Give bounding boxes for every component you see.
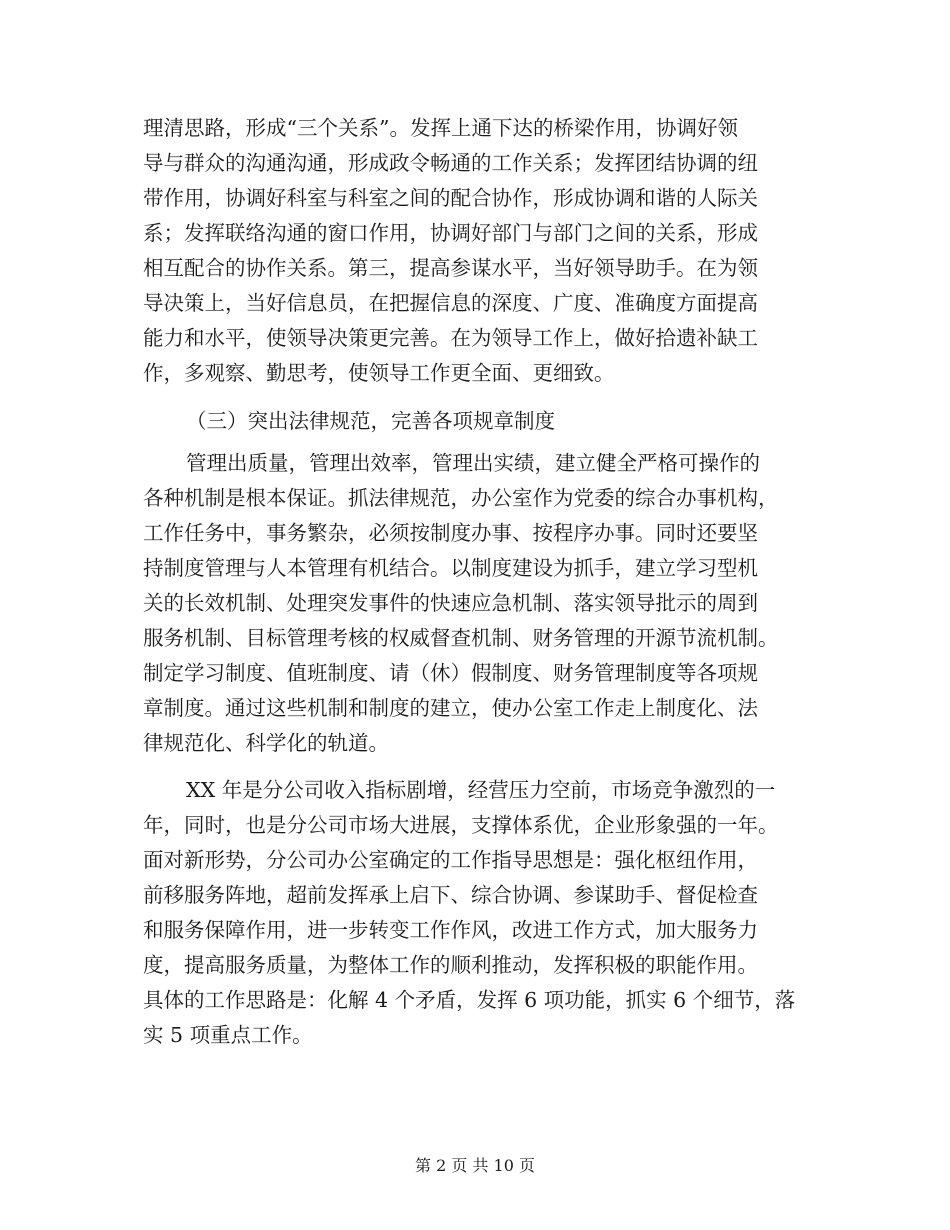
text-line: 导决策上，当好信息员，在把握信息的深度、广度、准确度方面提高 [143,291,758,315]
text-line: 持制度管理与人本管理有机结合。以制度建设为抓手，建立学习型机 [143,556,758,580]
text-line: 制定学习制度、值班制度、请（休）假制度、财务管理制度等各项规 [143,661,758,685]
text-line: 年，同时，也是分公司市场大进展，支撑体系优，企业形象强的一年。 [143,813,779,837]
text-line: XX 年是分公司收入指标剧增，经营压力空前，市场竞争激烈的一 [186,778,776,802]
section-heading: （三）突出法律规范，完善各项规章制度 [186,409,555,433]
text-line: 律规范化、科学化的轨道。 [143,731,389,755]
text-line: 关的长效机制、处理突发事件的快速应急机制、落实领导批示的周到 [143,591,758,615]
text-line: 各种机制是根本保证。抓法律规范，办公室作为党委的综合办事机构， [143,486,779,510]
text-line: 管理出质量，管理出效率，管理出实绩，建立健全严格可操作的 [186,451,760,475]
text-line: 度，提高服务质量，为整体工作的顺利推动，发挥积极的职能作用。 [143,953,758,977]
text-line: 和服务保障作用，进一步转变工作作风，改进工作方式，加大服务力 [143,918,758,942]
text-line: 实 5 项重点工作。 [143,1023,313,1047]
text-line: 能力和水平，使领导决策更完善。在为领导工作上，做好拾遗补缺工 [143,326,758,350]
text-line: 理清思路，形成“三个关系”。发挥上通下达的桥梁作用，协调好领 [143,116,738,140]
text-line: 作，多观察、勤思考，使领导工作更全面、更细致。 [143,361,615,385]
text-line: 前移服务阵地，超前发挥承上启下、综合协调、参谋助手、督促检查 [143,883,758,907]
text-line: 面对新形势，分公司办公室确定的工作指导思想是：强化枢纽作用， [143,848,758,872]
page-number-footer: 第 2 页 共 10 页 [415,1156,535,1175]
text-line: 服务机制、目标管理考核的权威督查机制、财务管理的开源节流机制。 [143,626,779,650]
text-line: 相互配合的协作关系。第三，提高参谋水平，当好领导助手。在为领 [143,256,758,280]
text-line: 章制度。通过这些机制和制度的建立，使办公室工作走上制度化、法 [143,696,758,720]
text-line: 导与群众的沟通沟通，形成政令畅通的工作关系；发挥团结协调的纽 [143,151,758,175]
text-line: 工作任务中，事务繁杂，必须按制度办事、按程序办事。同时还要坚 [143,521,758,545]
text-line: 系；发挥联络沟通的窗口作用，协调好部门与部门之间的关系，形成 [143,221,758,245]
text-line: 具体的工作思路是：化解 4 个矛盾，发挥 6 项功能，抓实 6 个细节，落 [143,988,796,1012]
text-line: 带作用，协调好科室与科室之间的配合协作，形成协调和谐的人际关 [143,186,758,210]
